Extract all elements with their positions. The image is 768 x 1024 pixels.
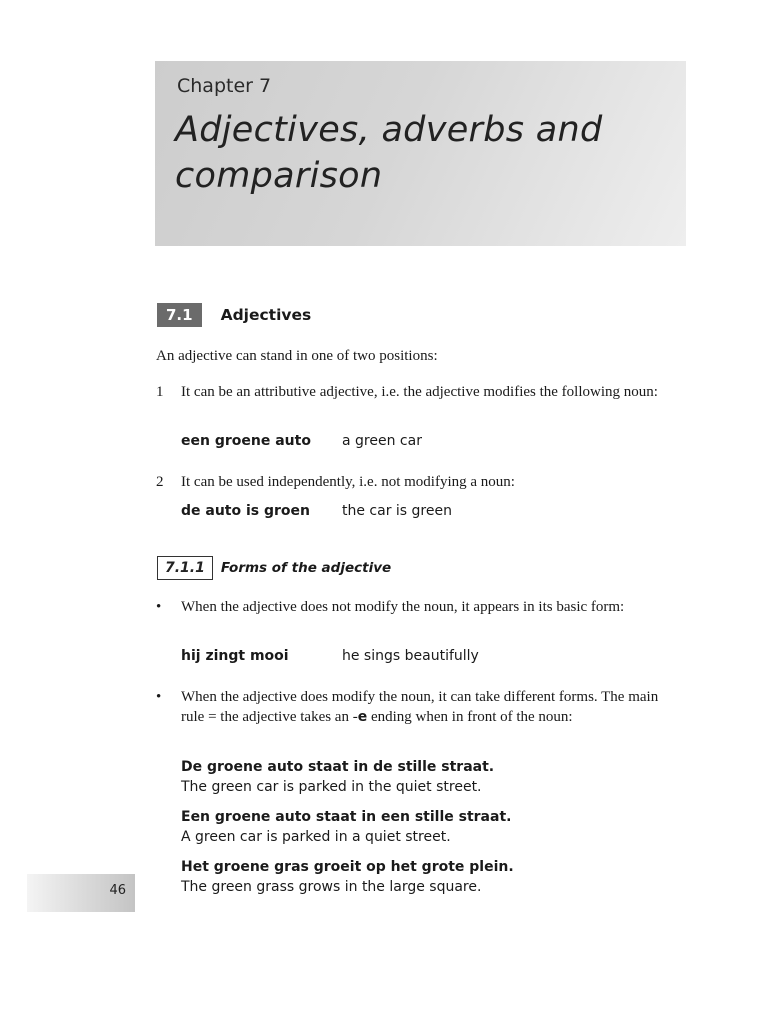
example-english: he sings beautifully xyxy=(342,648,479,664)
page-number: 46 xyxy=(109,883,126,898)
page-number-tab xyxy=(27,874,135,912)
sentence-english: A green car is parked in a quiet street. xyxy=(181,829,451,845)
example-sentence xyxy=(181,807,511,847)
list-text xyxy=(181,687,676,727)
chapter-title: Adjectives, adverbs and comparison xyxy=(175,110,603,196)
example-dutch: een groene auto xyxy=(181,433,311,449)
example-english: the car is green xyxy=(342,503,452,519)
section-number: 7.1 xyxy=(157,303,202,327)
example-sentence xyxy=(181,857,514,897)
example-dutch: hij zingt mooi xyxy=(181,648,289,664)
subsection-title: Forms of the adjective xyxy=(220,560,392,576)
list-text-part: ending when in front of the noun: xyxy=(367,709,573,725)
example-dutch: de auto is groen xyxy=(181,503,311,519)
section-heading xyxy=(157,303,311,327)
list-marker: 1 xyxy=(156,384,164,400)
example-english: a green car xyxy=(342,433,422,449)
section-title: Adjectives xyxy=(220,306,312,324)
sentence-english: The green grass grows in the large square. xyxy=(181,879,482,895)
list-text: When the adjective does not modify the noun, it appears in its basic form: xyxy=(181,599,625,615)
sentence-dutch: Het groene gras groeit op het grote plein. xyxy=(181,859,514,875)
list-marker: 2 xyxy=(156,474,164,490)
example-sentence xyxy=(181,757,494,797)
list-text: It can be used independently, i.e. not modifying a noun: xyxy=(181,474,515,490)
sentence-dutch: Een groene auto staat in een stille straat. xyxy=(181,809,512,825)
section-intro: An adjective can stand in one of two positions: xyxy=(156,348,438,364)
bullet-marker: • xyxy=(156,599,162,615)
subsection-heading xyxy=(157,556,391,580)
list-text-part: When the adjective does modify the noun, it can take different forms. The main rule = the adjective takes an - xyxy=(181,689,659,725)
chapter-header xyxy=(155,61,686,246)
sentence-english: The green car is parked in the quiet street. xyxy=(181,779,482,795)
bullet-marker: • xyxy=(156,689,162,705)
subsection-number: 7.1.1 xyxy=(157,556,213,580)
chapter-label: Chapter 7 xyxy=(177,75,272,97)
sentence-dutch: De groene auto staat in de stille straat. xyxy=(181,759,495,775)
list-text: It can be an attributive adjective, i.e. the adjective modifies the following noun: xyxy=(181,384,658,400)
ending-highlight: e xyxy=(357,709,368,725)
